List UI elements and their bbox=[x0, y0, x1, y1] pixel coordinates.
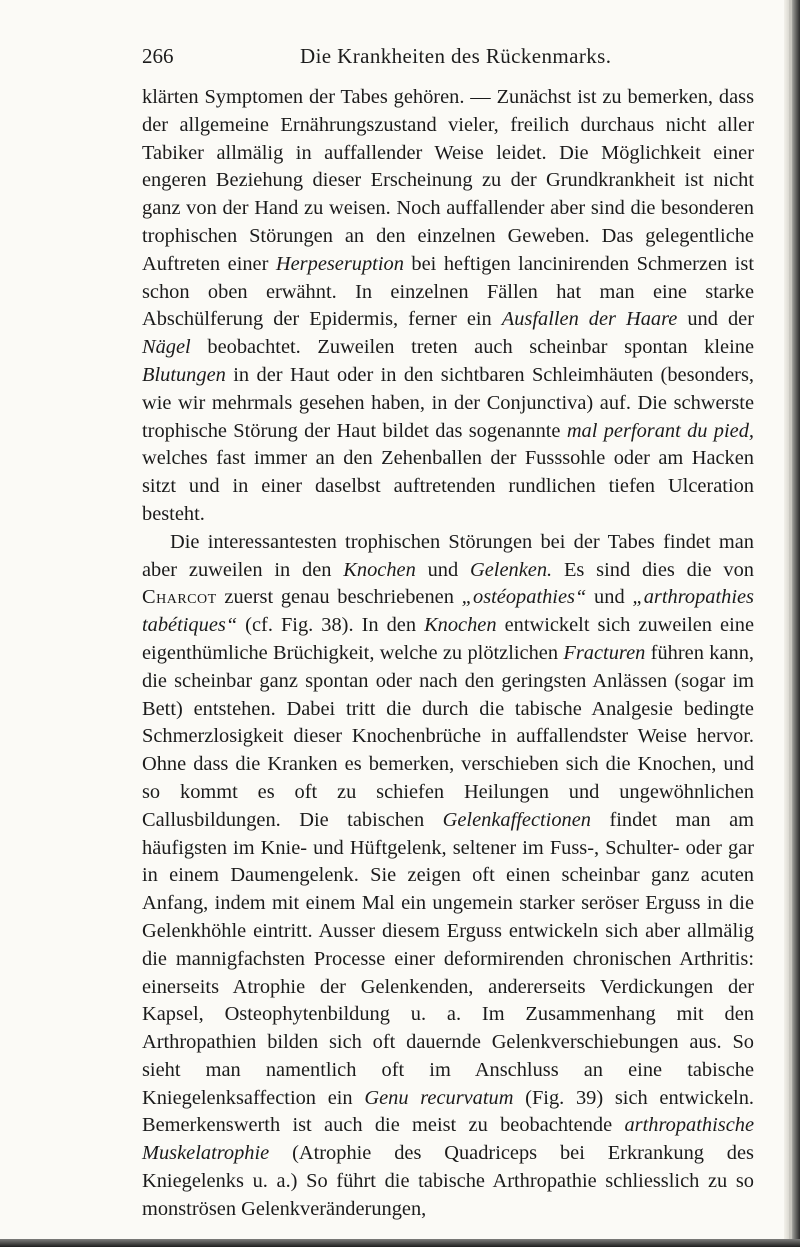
emphasis-naegel: Nägel bbox=[142, 336, 191, 359]
page-edge-shadow bbox=[784, 0, 800, 1247]
paragraph bbox=[142, 84, 754, 529]
emphasis-genu-recurvatum: Genu recurvatum bbox=[364, 1086, 514, 1109]
emphasis-herpeseruption: Herpeseruption bbox=[275, 252, 404, 275]
text-run: bei heftigen lancinirenden Schmerzen ist schon oben erwähnt. In einzelnen Fällen hat man eine starke Abschülferung der Epidermis, ferner ein bbox=[142, 252, 754, 331]
text-run: welches fast immer an den Zehenballen der Fusssohle oder am Hacken sitzt und in einer daselbst auftretenden rundlichen tiefen Ulceration besteht. bbox=[142, 447, 754, 525]
text-run: und der bbox=[677, 308, 754, 331]
emphasis-mal-perforant: mal perforant du pied, bbox=[566, 419, 754, 442]
paragraph bbox=[142, 529, 754, 1224]
text-run: (Atrophie des Quadriceps bei Erkrankung des Kniegelenks u. a.) So führt die tabische Arthropathie schliesslich zu so monströsen Gelenkveränderungen, bbox=[142, 1142, 754, 1220]
page-header bbox=[142, 44, 754, 78]
text-run: (cf. Fig. 38). In den bbox=[237, 614, 425, 637]
text-run: und bbox=[586, 586, 633, 609]
text-run: Die interessantesten trophischen Störungen bei der Tabes findet man aber zuweilen in den bbox=[142, 530, 754, 581]
text-run: klärten Symptomen der Tabes gehören. — Zunächst ist zu bemerken, dass der allgemeine Ernährungszustand vieler, freilich durchaus nicht aller Tabiker allmälig in auffallender Weise leidet. Die Möglichkeit einer engeren Beziehung dieser Erscheinung zu der Grundkrankheit ist nicht ganz von der Hand zu weisen. Noch auffallender aber sind die besonderen trophischen Störungen an den einzelnen Geweben. Das gelegentliche Auftreten einer bbox=[142, 86, 754, 275]
text-run: führen kann, die scheinbar ganz spontan oder nach den geringsten Anlässen (sogar im Bett) entstehen. Dabei tritt die durch die tabische Analgesie bedingte Schmerzlosigkeit dieser Knochenbrüche in auffallendster Weise hervor. Ohne dass die Kranken es bemerken, verschieben sich die Knochen, und so kommt es oft zu schiefen Heilungen und ungewöhnlichen Callusbildungen. Die tabischen bbox=[142, 641, 754, 831]
text-run: Es sind dies die von bbox=[552, 558, 754, 581]
emphasis-fracturen: Fracturen bbox=[563, 641, 646, 664]
text-run: entwickelt sich zuweilen eine eigenthümliche Brüchigkeit, welche zu plötzlichen bbox=[142, 614, 754, 664]
text-run: beobachtet. Zuweilen treten auch scheinbar spontan kleine bbox=[190, 336, 754, 359]
emphasis-gelenken: Gelenken. bbox=[470, 558, 553, 581]
text-run: (Fig. 39) sich entwickeln. Bemerkenswerth ist auch die meist zu beobachtende bbox=[142, 1086, 754, 1137]
emphasis-arthropathies-tabetiques: „arthropathies tabétiques“ bbox=[142, 586, 754, 637]
text-run: findet man am häufigsten im Knie- und Hüftgelenk, seltener im Fuss-, Schulter- oder gar in einem Daumengelenk. Sie zeigen oft einen scheinbar ganz acuten Anfang, indem mit einem Mal ein ungemein starker seröser Erguss in die Gelenkhöhle eintritt. Ausser diesem Erguss entwickeln sich aber allmälig die mannigfachsten Processe einer deformirenden chronischen Arthritis: einerseits Atrophie der Gelenkenden, andererseits Verdickungen der Kapsel, Osteophytenbildung u. a. Im Zusammenhang mit den Arthropathien bilden sich oft dauernde Gelenkverschiebungen aus. So sieht man namentlich oft im Anschluss an eine tabische Kniegelenksaffection ein bbox=[142, 808, 754, 1109]
text-run: und bbox=[415, 558, 471, 581]
page-number: 266 bbox=[142, 44, 174, 68]
emphasis-gelenkaffectionen: Gelenkaffectionen bbox=[442, 808, 591, 831]
page-edge-line bbox=[789, 0, 792, 1247]
text-run: in der Haut oder in den sichtbaren Schleimhäuten (besonders, wie wir mehrmals gesehen haben, in der Conjunctiva) auf. Die schwerste trophische Störung der Haut bildet das sogenannte bbox=[142, 363, 754, 442]
author-name-charcot: Charcot bbox=[142, 586, 217, 609]
emphasis-knochen-2: Knochen bbox=[424, 614, 497, 637]
emphasis-knochen: Knochen bbox=[343, 558, 416, 581]
bottom-edge-shadow bbox=[0, 1239, 800, 1247]
emphasis-blutungen: Blutungen bbox=[142, 363, 226, 386]
emphasis-muskelatrophie: arthropathische Muskelatrophie bbox=[142, 1114, 754, 1165]
emphasis-ausfallen-der-haare: Ausfallen der Haare bbox=[501, 308, 678, 331]
text-run: zuerst genau beschriebenen bbox=[216, 586, 462, 609]
body-text bbox=[142, 84, 754, 1224]
emphasis-osteopathies: „ostéopathies“ bbox=[461, 586, 587, 609]
running-head: Die Krankheiten des Rückenmarks. bbox=[300, 44, 612, 68]
